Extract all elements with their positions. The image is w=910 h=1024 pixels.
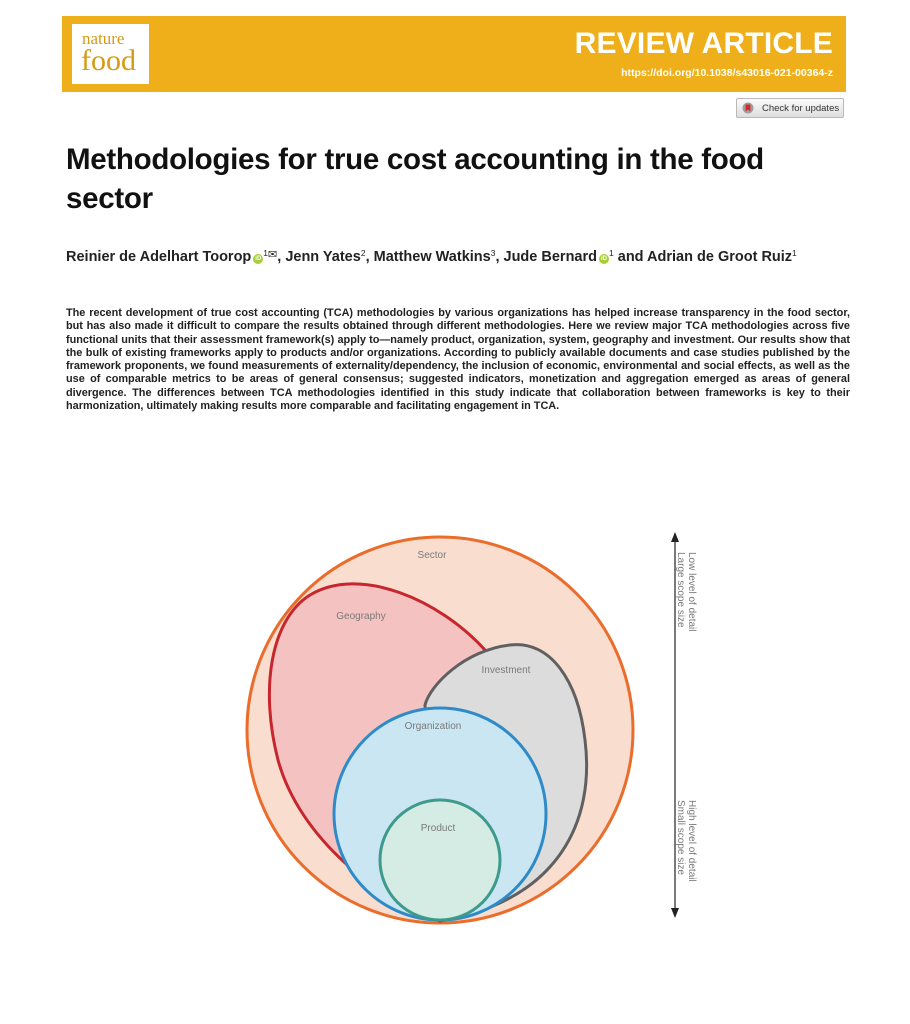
orcid-icon[interactable]: iD bbox=[255, 256, 262, 262]
author-name[interactable]: Jude Bernard bbox=[503, 249, 597, 265]
author-name[interactable]: Adrian de Groot Ruiz bbox=[647, 249, 793, 265]
arrow-down-icon bbox=[671, 908, 679, 918]
investment-label: Investment bbox=[481, 665, 531, 676]
logo-top-word: nature bbox=[82, 29, 125, 48]
author-affiliation: 1 bbox=[609, 248, 614, 258]
author-separator: , bbox=[365, 249, 374, 265]
abstract: The recent development of true cost accounting (TCA) methodologies by various organizations has helped increase transparency in the food sector, but has also made it difficult to compare the results obtained through different methodologies. Here we review major TCA methodologies across five functional units that their assessment framework(s) apply to—namely product, organization, system, geography and investment. Our results show that the bulk of existing frameworks apply to products and/or organizations. According to publicly available documents and case studies published by the framework proponents, we found measurements of externality/dependency, the inclusion of economic, environmental and social effects, as well as the use of comparable metrics to be areas of general consensus; suggested indicators, monetization and aggregation emerged as areas of general divergence. The differences between TCA methodologies identified in this study indicate that collaboration between frameworks is key to their harmonization, ultimately making results more comparable and facilitating engagement in TCA. bbox=[66, 307, 850, 413]
author-separator: and bbox=[613, 249, 648, 265]
author-separator: , bbox=[495, 249, 504, 265]
article-title: Methodologies for true cost accounting in the food sector bbox=[66, 143, 764, 215]
email-icon[interactable]: ✉ bbox=[268, 249, 278, 261]
axis-top-line1: Low level of detail bbox=[686, 552, 697, 632]
doi-link[interactable]: https://doi.org/10.1038/s43016-021-00364-z bbox=[621, 67, 833, 79]
journal-logo[interactable] bbox=[72, 24, 149, 84]
sector-label: Sector bbox=[417, 550, 447, 561]
geography-label: Geography bbox=[336, 611, 386, 622]
article-type: REVIEW ARTICLE bbox=[574, 27, 833, 60]
logo-bottom-word: food bbox=[81, 44, 136, 77]
product-label: Product bbox=[420, 823, 456, 834]
author-separator: , bbox=[277, 249, 286, 265]
author-affiliation: 2 bbox=[360, 248, 366, 258]
orcid-icon[interactable]: iD bbox=[601, 256, 607, 262]
axis-bottom-line1: High level of detail bbox=[686, 800, 697, 882]
author-affiliation: 3 bbox=[490, 248, 496, 258]
author-affiliation: 1 bbox=[792, 248, 797, 258]
check-for-updates-button[interactable] bbox=[736, 98, 844, 118]
author-name[interactable]: Reinier de Adelhart Toorop bbox=[66, 249, 252, 265]
arrow-up-icon bbox=[671, 532, 679, 542]
journal-banner bbox=[62, 16, 846, 92]
axis-bottom-line2: Small scope size bbox=[675, 800, 686, 876]
organization-label: Organization bbox=[404, 721, 462, 732]
check-updates-icon bbox=[742, 102, 754, 114]
scope-diagram bbox=[240, 520, 710, 940]
axis-top-line2: Large scope size bbox=[675, 552, 686, 628]
author-affiliation: 1 bbox=[263, 248, 269, 258]
author-name[interactable]: Matthew Watkins bbox=[373, 249, 491, 265]
author-name[interactable]: Jenn Yates bbox=[285, 249, 361, 265]
author-list bbox=[66, 241, 826, 269]
check-updates-label: Check for updates bbox=[762, 102, 840, 114]
product-circle bbox=[380, 800, 500, 920]
